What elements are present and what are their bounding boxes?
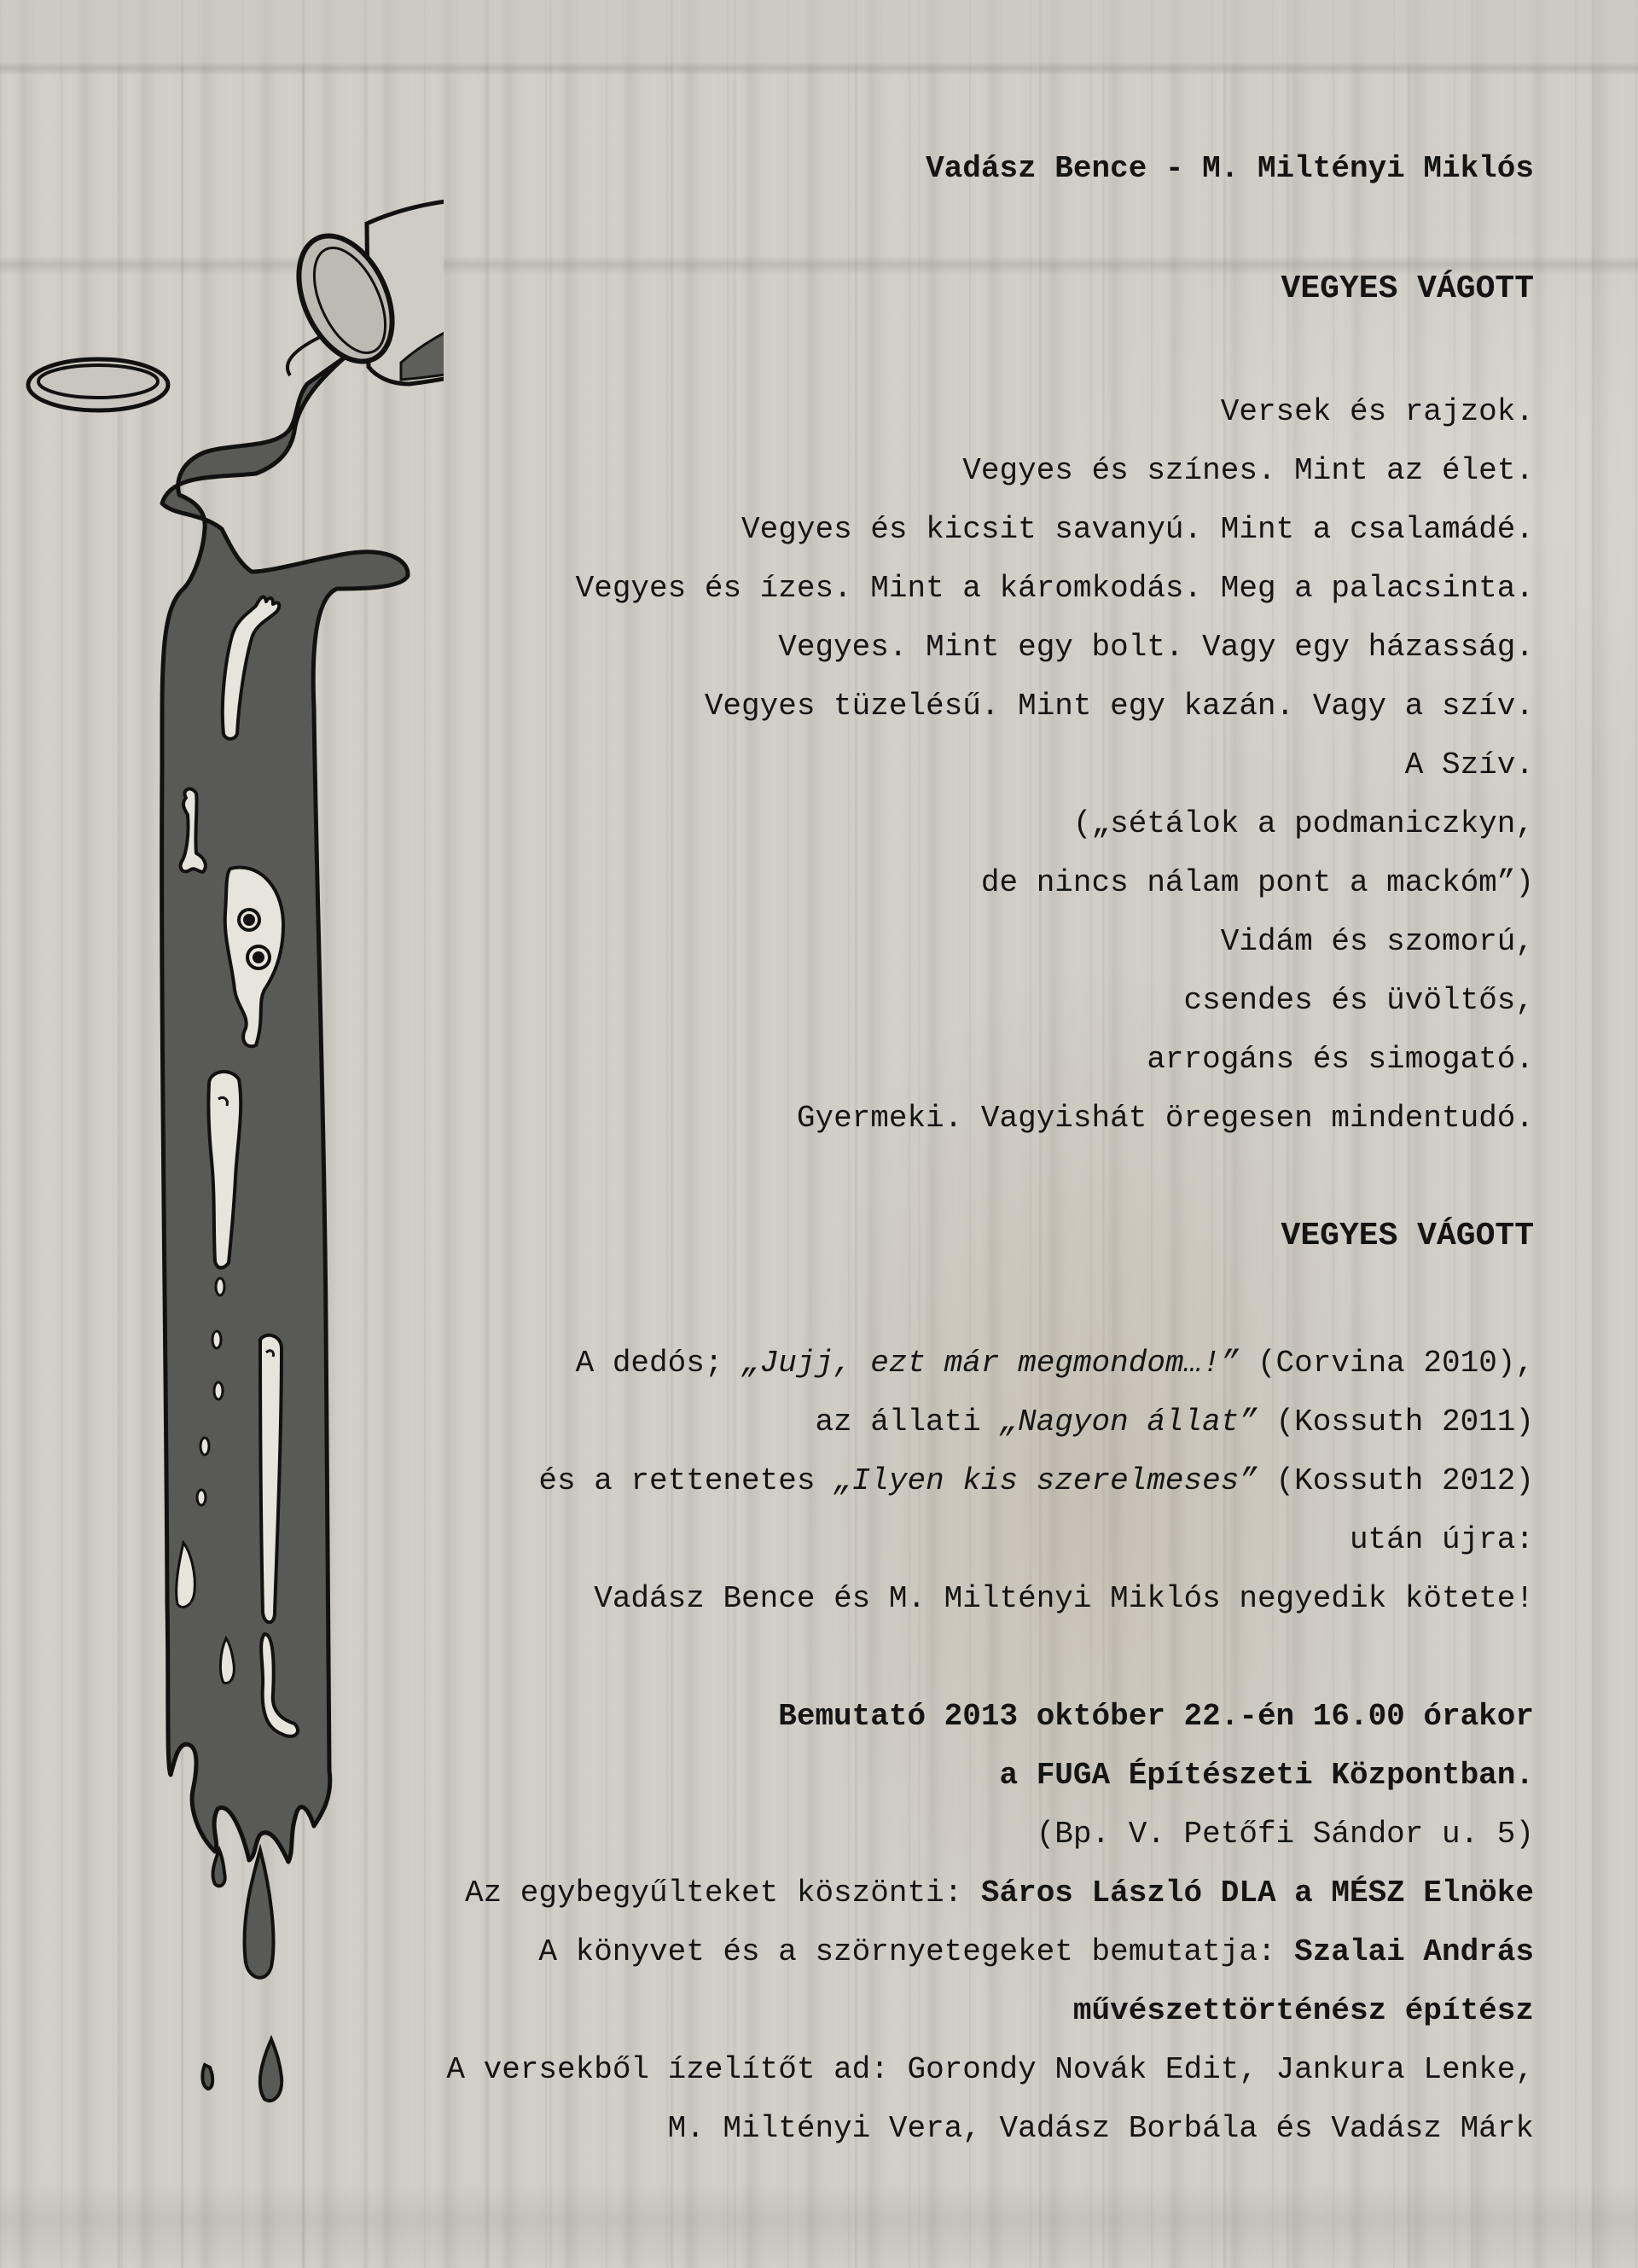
presenter-title-line: művészettörténész építész — [1072, 1993, 1534, 2028]
book-3-intro: és a rettenetes — [538, 1463, 834, 1498]
launch-line: Bemutató 2013 október 22.-én 16.00 órakor — [778, 1699, 1534, 1734]
book-2-publisher: (Kossuth 2011) — [1257, 1404, 1534, 1439]
readers-line-2: M. Miltényi Vera, Vadász Borbála és Vadász Márk — [667, 2111, 1534, 2146]
poem-line-7: A Szív. — [1404, 747, 1534, 782]
book-3-publisher: (Kossuth 2012) — [1257, 1463, 1534, 1498]
book-line-1 — [576, 1348, 1534, 1379]
ink-drops — [202, 1850, 282, 2101]
poem-line-4: Vegyes és ízes. Mint a káromkodás. Meg a palacsinta. — [575, 571, 1534, 606]
poem-line-8: („sétálok a podmaniczkyn, — [1072, 806, 1534, 841]
greeting-name: Sáros László DLA a MÉSZ Elnöke — [980, 1875, 1534, 1910]
presenter-label: A könyvet és a szörnyetegeket bemutatja: — [538, 1934, 1295, 1969]
poem-line-13: Gyermeki. Vagyishát öregesen mindentudó. — [796, 1101, 1534, 1136]
poem-line-9: de nincs nálam pont a mackóm”) — [980, 865, 1534, 900]
book-line-3 — [538, 1463, 1534, 1498]
presenter-name: Szalai András — [1294, 1934, 1534, 1969]
poem-line-2: Vegyes és színes. Mint az élet. — [962, 453, 1534, 488]
greeting-line — [464, 1875, 1534, 1910]
jar-icon — [281, 199, 444, 384]
book-line-5: Vadász Bence és M. Miltényi Miklós negyedik kötete! — [594, 1581, 1534, 1616]
ink-spill-shape — [162, 357, 408, 1862]
title-heading-2: VEGYES VÁGOTT — [1281, 1218, 1534, 1254]
book-1-title: „Jujj, ezt már megmondom…!” — [741, 1346, 1240, 1381]
book-2-intro: az állati — [815, 1404, 1000, 1439]
book-2-title: „Nagyon állat” — [999, 1404, 1258, 1439]
venue-line: a FUGA Építészeti Központban. — [999, 1758, 1534, 1793]
poem-line-3: Vegyes és kicsit savanyú. Mint a csalamádé. — [741, 512, 1534, 547]
poem-line-12: arrogáns és simogató. — [1147, 1042, 1534, 1077]
readers-line: A versekből ízelítőt ad: Gorondy Novák Edit, Jankura Lenke, — [446, 2052, 1534, 2087]
book-1-intro: A dedós; — [575, 1346, 742, 1381]
poem-line-1: Versek és rajzok. — [1220, 394, 1534, 429]
book-line-2 — [815, 1404, 1534, 1439]
greeting-label: Az egybegyűlteket köszönti: — [464, 1875, 981, 1910]
jar-lid-icon — [28, 359, 168, 410]
poem-line-10: Vidám és szomorú, — [1220, 924, 1534, 959]
poem-line-6: Vegyes tüzelésű. Mint egy kazán. Vagy a szív. — [704, 689, 1534, 724]
poem-line-11: csendes és üvöltős, — [1183, 983, 1534, 1018]
book-3-title: „Ilyen kis szerelmeses” — [834, 1463, 1258, 1498]
authors-line: Vadász Bence - M. Miltényi Miklós — [926, 151, 1534, 186]
presenter-line — [538, 1934, 1534, 1969]
book-line-4: után újra: — [1349, 1522, 1534, 1557]
spilled-jar-illustration — [0, 0, 444, 2268]
poem-line-5: Vegyes. Mint egy bolt. Vagy egy házasság. — [778, 630, 1534, 665]
book-1-publisher: (Corvina 2010), — [1239, 1346, 1534, 1381]
title-heading: VEGYES VÁGOTT — [1281, 270, 1534, 307]
address-line: (Bp. V. Petőfi Sándor u. 5) — [1036, 1817, 1534, 1852]
